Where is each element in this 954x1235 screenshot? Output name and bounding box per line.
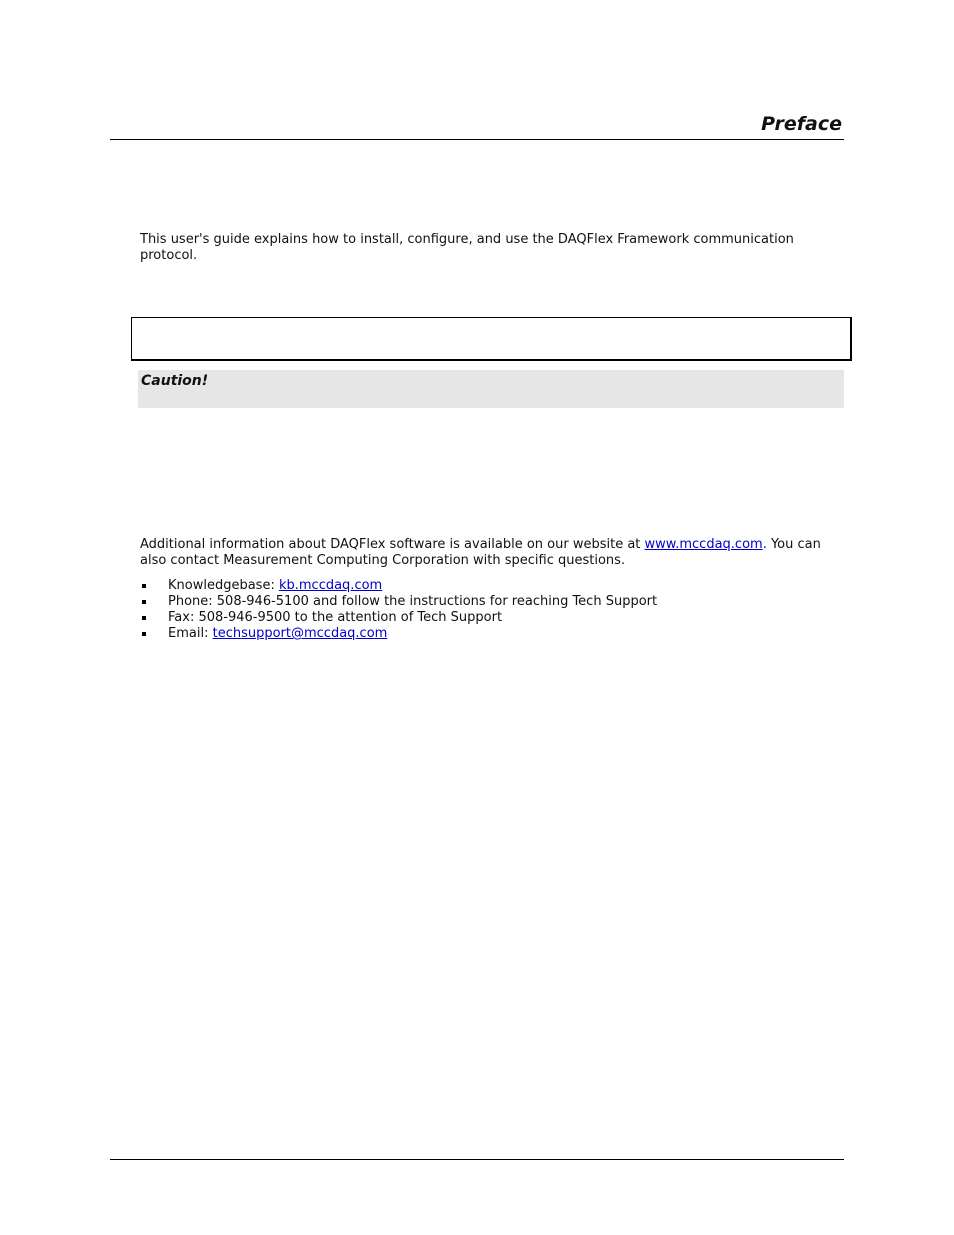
website-link[interactable]: www.mccdaq.com (644, 537, 763, 552)
fax-text: Fax: 508-946-9500 to the attention of Tech Support (168, 610, 503, 625)
bullet-icon (142, 632, 146, 636)
bordered-box (131, 317, 852, 361)
contact-list (140, 578, 657, 642)
list-item (140, 610, 657, 626)
info-text-before: Additional information about DAQFlex software is available on our website at (140, 537, 645, 552)
footer-rule (110, 1159, 844, 1160)
list-item (140, 594, 657, 610)
bullet-icon (142, 600, 146, 604)
list-item (140, 626, 657, 642)
email-label: Email: (168, 626, 213, 641)
phone-text: Phone: 508-946-5100 and follow the instructions for reaching Tech Support (168, 594, 658, 609)
knowledgebase-link[interactable]: kb.mccdaq.com (278, 578, 383, 593)
bullet-icon (142, 616, 146, 620)
bullet-icon (142, 584, 146, 588)
list-item (140, 578, 657, 594)
header-rule (110, 139, 844, 140)
info-paragraph (140, 537, 844, 569)
intro-paragraph: This user's guide explains how to install, configure, and use the DAQFlex Framework communication protocol. (140, 232, 794, 263)
page-title: Preface (761, 113, 842, 135)
caution-label: Caution! (141, 373, 209, 389)
email-link[interactable]: techsupport@mccdaq.com (212, 626, 388, 641)
caution-box (138, 370, 844, 408)
info-text-after: . You can also contact Measurement Computing Corporation with specific questions. (140, 537, 821, 568)
knowledgebase-label: Knowledgebase: (168, 578, 279, 593)
